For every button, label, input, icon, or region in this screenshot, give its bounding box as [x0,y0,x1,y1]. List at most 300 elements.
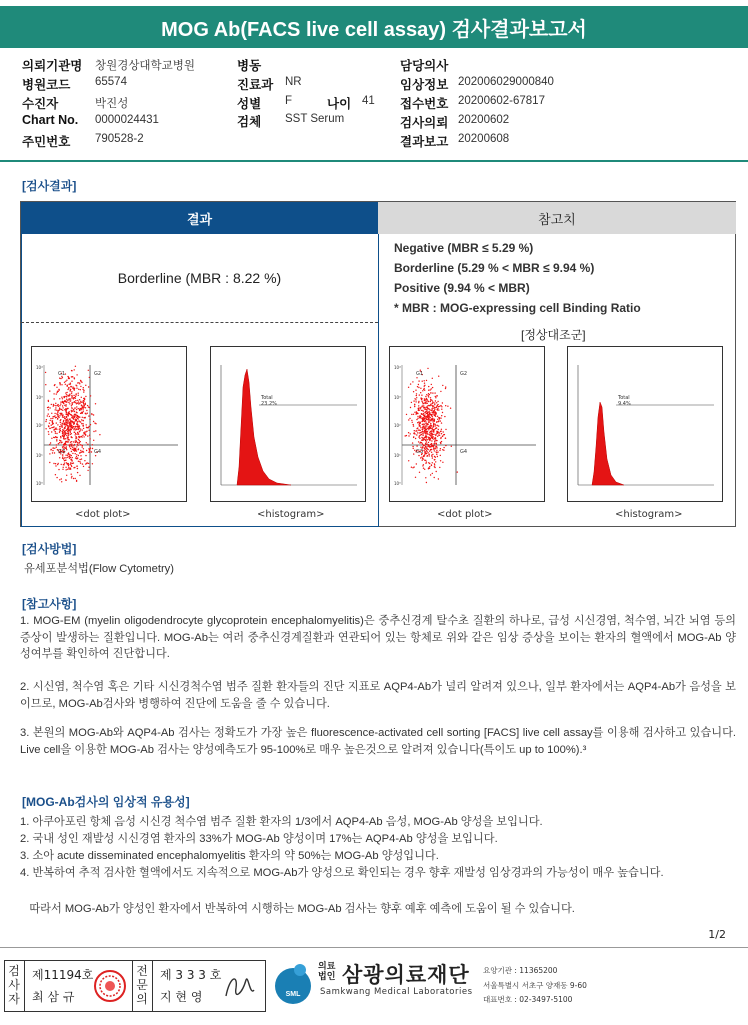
scatter-dot [80,444,81,445]
scatter-dot [416,419,417,420]
scatter-dot [59,407,60,408]
scatter-dot [61,442,62,443]
patient-value: 박진성 [95,98,129,110]
scatter-dot [417,386,418,387]
scatter-dot [48,431,49,432]
scatter-dot [54,437,55,438]
scatter-dot [80,455,81,456]
scatter-dot [68,464,69,465]
scatter-dot [426,419,427,420]
scatter-dot [413,414,414,415]
scatter-dot [445,445,446,446]
title-bar [0,6,748,48]
scatter-dot [432,438,433,439]
scatter-dot [73,478,74,479]
scatter-dot [66,401,67,402]
patient-dot-plot [31,346,187,502]
scatter-dot [62,458,63,459]
scatter-dot [426,411,427,412]
scatter-dot [61,481,62,482]
scatter-dot [411,420,412,421]
scatter-dot [440,431,441,432]
scatter-dot [415,399,416,400]
scatter-dot [73,416,74,417]
scatter-dot [424,402,425,403]
scatter-dot [418,430,419,431]
scatter-dot [421,442,422,443]
scatter-dot [50,428,51,429]
scatter-dot [65,469,66,470]
scatter-dot [419,394,420,395]
scatter-dot [51,438,52,439]
scatter-dot [68,377,69,378]
scatter-dot [73,409,74,410]
scatter-dot [57,464,58,465]
scatter-dot [418,380,419,381]
scatter-dot [424,418,425,419]
scatter-dot [64,405,65,406]
scatter-dot [436,444,437,445]
scatter-dot [413,400,414,401]
scatter-dot [88,415,89,416]
scatter-dot [48,407,49,408]
scatter-dot [427,431,428,432]
scatter-dot [422,381,423,382]
scatter-dot [59,382,60,383]
scatter-dot [68,468,69,469]
scatter-dot [55,405,56,406]
scatter-dot [420,388,421,389]
scatter-dot [60,424,61,425]
age-label: 나이 [327,97,352,111]
scatter-dot [55,409,56,410]
scatter-dot [86,410,87,411]
scatter-dot [52,416,53,417]
scatter-dot [53,463,54,464]
ref-positive: Positive (9.94 % < MBR) [394,281,530,295]
scatter-dot [64,423,65,424]
clinical-para-3: 3. 소아 acute disseminated encephalomyelitis 환자의 약 50%는 MOG-Ab 양성입니다. [20,850,439,862]
scatter-dot [426,380,427,381]
scatter-dot [83,391,84,392]
scatter-dot [441,422,442,423]
scatter-dot [436,452,437,453]
scatter-dot [65,420,66,421]
scatter-dot [74,449,75,450]
quadrant-g1: G1 [416,371,424,377]
scatter-dot [58,406,59,407]
scatter-dot [60,437,61,438]
scatter-dot [65,480,66,481]
scatter-dot [77,472,78,473]
scatter-dot [438,425,439,426]
scatter-dot [57,415,58,416]
scatter-dot [432,392,433,393]
scatter-dot [72,447,73,448]
scatter-dot [417,413,418,414]
scatter-dot [60,420,61,421]
result-header: 결과 [21,202,378,234]
scatter-dot [75,396,76,397]
scatter-dot [89,377,90,378]
patient-total-label: Total 23.2% [261,395,277,407]
scatter-dot [438,478,439,479]
scatter-dot [67,420,68,421]
scatter-dot [419,410,420,411]
normal-control-label: [정상대조군] [521,328,586,342]
scatter-dot [85,407,86,408]
scatter-dot [422,438,423,439]
scatter-dot [437,416,438,417]
scatter-dot [426,482,427,483]
scatter-dot [71,421,72,422]
scatter-dot [420,457,421,458]
scatter-dot [62,407,63,408]
receipt-value: 20200602-67817 [458,95,545,107]
scatter-dot [445,388,446,389]
scatter-dot [415,390,416,391]
scatter-dot [83,448,84,449]
scatter-dot [58,463,59,464]
scatter-dot [423,456,424,457]
scatter-dot [436,471,437,472]
scatter-dot [427,403,428,404]
scatter-dot [66,420,67,421]
scatter-dot [76,437,77,438]
scatter-dot [69,445,70,446]
scatter-dot [434,429,435,430]
scatter-dot [440,442,441,443]
scatter-dot [425,425,426,426]
scatter-dot [71,417,72,418]
scatter-dot [408,387,409,388]
org-address: 서울특별시 서초구 양재동 9-60 [483,981,587,990]
scatter-dot [76,465,77,466]
scatter-dot [84,398,85,399]
sex-value: F [285,95,293,107]
scatter-dot [417,416,418,417]
scatter-dot [427,452,428,453]
scatter-dot [427,408,428,409]
scatter-dot [76,480,77,481]
scatter-dot [443,450,444,451]
scatter-dot [66,429,67,430]
scatter-dot [77,457,78,458]
scatter-dot [63,421,64,422]
scatter-dot [432,434,433,435]
scatter-dot [78,395,79,396]
scatter-dot [416,411,417,412]
scatter-dot [74,407,75,408]
scatter-dot [62,398,63,399]
scatter-dot [412,422,413,423]
scatter-dot [433,436,434,437]
scatter-dot [71,428,72,429]
scatter-dot [440,418,441,419]
scatter-dot [48,426,49,427]
scatter-dot [88,427,89,428]
scatter-dot [75,366,76,367]
control-histogram-svg [568,347,722,501]
scatter-dot [81,419,82,420]
reference-section-title: [참고사항] [22,597,77,611]
scatter-dot [434,450,435,451]
scatter-dot [431,384,432,385]
scatter-dot [68,412,69,413]
scatter-dot [75,398,76,399]
scatter-dot [62,432,63,433]
scatter-dot [427,449,428,450]
scatter-dot [90,424,91,425]
scatter-dot [89,435,90,436]
scatter-dot [49,462,50,463]
scatter-dot [93,421,94,422]
scatter-dot [62,405,63,406]
scatter-dot [75,436,76,437]
scatter-dot [435,446,436,447]
scatter-dot [429,412,430,413]
scatter-dot [64,463,65,464]
scatter-dot [62,416,63,417]
scatter-dot [431,430,432,431]
scatter-dot [408,432,409,433]
scatter-dot [73,467,74,468]
scatter-dot [431,409,432,410]
scatter-dot [54,415,55,416]
scatter-dot [431,388,432,389]
tick-label: 10² [394,423,401,428]
scatter-dot [74,369,75,370]
scatter-dot [405,435,406,436]
scatter-dot [60,430,61,431]
scatter-dot [70,459,71,460]
scatter-dot [70,462,71,463]
scatter-dot [438,409,439,410]
scatter-dot [49,390,50,391]
scatter-dot [421,401,422,402]
scatter-dot [82,463,83,464]
scatter-dot [91,451,92,452]
scatter-dot [420,430,421,431]
receipt-label: 접수번호 [400,97,449,111]
scatter-dot [431,400,432,401]
scatter-dot [416,413,417,414]
scatter-dot [431,456,432,457]
scatter-dot [434,448,435,449]
request-value: 20200602 [458,114,510,126]
scatter-dot [436,406,437,407]
scatter-dot [424,445,425,446]
scatter-dot [79,399,80,400]
scatter-dot [437,409,438,410]
scatter-dot [426,443,427,444]
scatter-dot [59,442,60,443]
scatter-dot [63,444,64,445]
scatter-dot [431,437,432,438]
scatter-dot [59,378,60,379]
scatter-dot [414,430,415,431]
scatter-dot [72,457,73,458]
scatter-dot [62,446,63,447]
scatter-dot [86,427,87,428]
scatter-dot [419,422,420,423]
scatter-dot [54,448,55,449]
scatter-dot [45,421,46,422]
scatter-dot [69,414,70,415]
scatter-dot [421,456,422,457]
scatter-dot [83,425,84,426]
scatter-dot [49,453,50,454]
scatter-dot [85,385,86,386]
scatter-dot [424,416,425,417]
scatter-dot [70,424,71,425]
scatter-dot [65,404,66,405]
scatter-dot [49,407,50,408]
org-prefix: 의료 법인 [318,962,336,982]
footer [0,956,748,1016]
scatter-dot [78,448,79,449]
scatter-dot [60,401,61,402]
scatter-dot [73,424,74,425]
scatter-dot [440,405,441,406]
scatter-dot [424,433,425,434]
method-text: 유세포분석법(Flow Cytometry) [24,563,174,575]
scatter-dot [408,419,409,420]
scatter-dot [430,397,431,398]
scatter-dot [82,420,83,421]
clinical-info-value: 202006029000840 [458,76,554,88]
scatter-dot [77,426,78,427]
reference-para-2: 2. 시신염, 척수염 혹은 기타 시신경척수염 범주 질환 환자들의 진단 지표로 AQP4-Ab가 널리 알려져 있으나, 일부 환자에서는 AQP4-Ab가 음성을 보이므로, MOG-Ab검사와 병행하여 진단에 도움을 줄 수 있습니다. [20,681,736,710]
scatter-dot [76,388,77,389]
scatter-dot [81,405,82,406]
scatter-dot [428,446,429,447]
scatter-dot [421,410,422,411]
scatter-dot [59,426,60,427]
scatter-dot [415,401,416,402]
scatter-dot [437,419,438,420]
scatter-dot [433,423,434,424]
scatter-dot [422,418,423,419]
scatter-dot [436,447,437,448]
scatter-dot [419,417,420,418]
scatter-dot [70,444,71,445]
scatter-dot [67,433,68,434]
scatter-dot [426,418,427,419]
scatter-dot [426,424,427,425]
scatter-dot [61,384,62,385]
specimen-value: SST Serum [285,113,345,125]
scatter-dot [80,441,81,442]
scatter-dot [59,457,60,458]
tick-label: 10⁴ [394,365,401,370]
scatter-dot [438,429,439,430]
scatter-dot [57,424,58,425]
scatter-dot [419,435,420,436]
scatter-dot [416,377,417,378]
scatter-dot [435,437,436,438]
scatter-dot [426,441,427,442]
scatter-dot [53,393,54,394]
method-section-title: [검사방법] [22,542,77,556]
scatter-dot [77,468,78,469]
scatter-dot [45,372,46,373]
scatter-dot [414,406,415,407]
hospital-code-value: 65574 [95,76,127,88]
scatter-dot [432,457,433,458]
scatter-dot [442,435,443,436]
scatter-dot [60,422,61,423]
scatter-dot [413,433,414,434]
tick-label: 10¹ [36,453,43,458]
scatter-dot [418,387,419,388]
scatter-dot [66,422,67,423]
scatter-dot [434,441,435,442]
quadrant-g4: G4 [460,449,468,455]
scatter-dot [74,428,75,429]
scatter-dot [441,415,442,416]
scatter-dot [418,401,419,402]
scatter-dot [64,418,65,419]
control-total-label: Total 9.4% [618,395,631,407]
scatter-dot [433,424,434,425]
scatter-dot [81,382,82,383]
scatter-dot [94,422,95,423]
scatter-dot [429,414,430,415]
scatter-dot [74,450,75,451]
scatter-dot [71,460,72,461]
scatter-dot [66,380,67,381]
scatter-dot [428,444,429,445]
scatter-dot [424,469,425,470]
scatter-dot [68,435,69,436]
scatter-dot [67,400,68,401]
scatter-dot [75,402,76,403]
age-value: 41 [362,95,375,107]
specialist-signature-icon [220,966,262,1006]
tick-label: 10³ [36,395,43,400]
scatter-dot [66,424,67,425]
scatter-dot [72,410,73,411]
specialist-name: 지 현 영 [160,990,203,1004]
scatter-dot [76,423,77,424]
scatter-dot [445,405,446,406]
scatter-dot [69,456,70,457]
scatter-dot [423,419,424,420]
sex-label: 성별 [237,97,262,111]
reference-header: 참고치 [378,202,736,234]
scatter-dot [416,395,417,396]
scatter-dot [82,417,83,418]
scatter-dot [72,426,73,427]
scatter-dot [418,405,419,406]
scatter-dot [52,418,53,419]
scatter-dot [53,398,54,399]
scatter-dot [87,435,88,436]
scatter-dot [89,419,90,420]
scatter-dot [50,418,51,419]
patient-histogram-svg [211,347,365,501]
scatter-dot [88,467,89,468]
scatter-dot [82,445,83,446]
scatter-dot [83,466,84,467]
scatter-dot [418,384,419,385]
scatter-dot [416,397,417,398]
quadrant-g2: G2 [460,371,468,377]
scatter-dot [443,434,444,435]
scatter-dot [48,434,49,435]
scatter-dot [80,401,81,402]
